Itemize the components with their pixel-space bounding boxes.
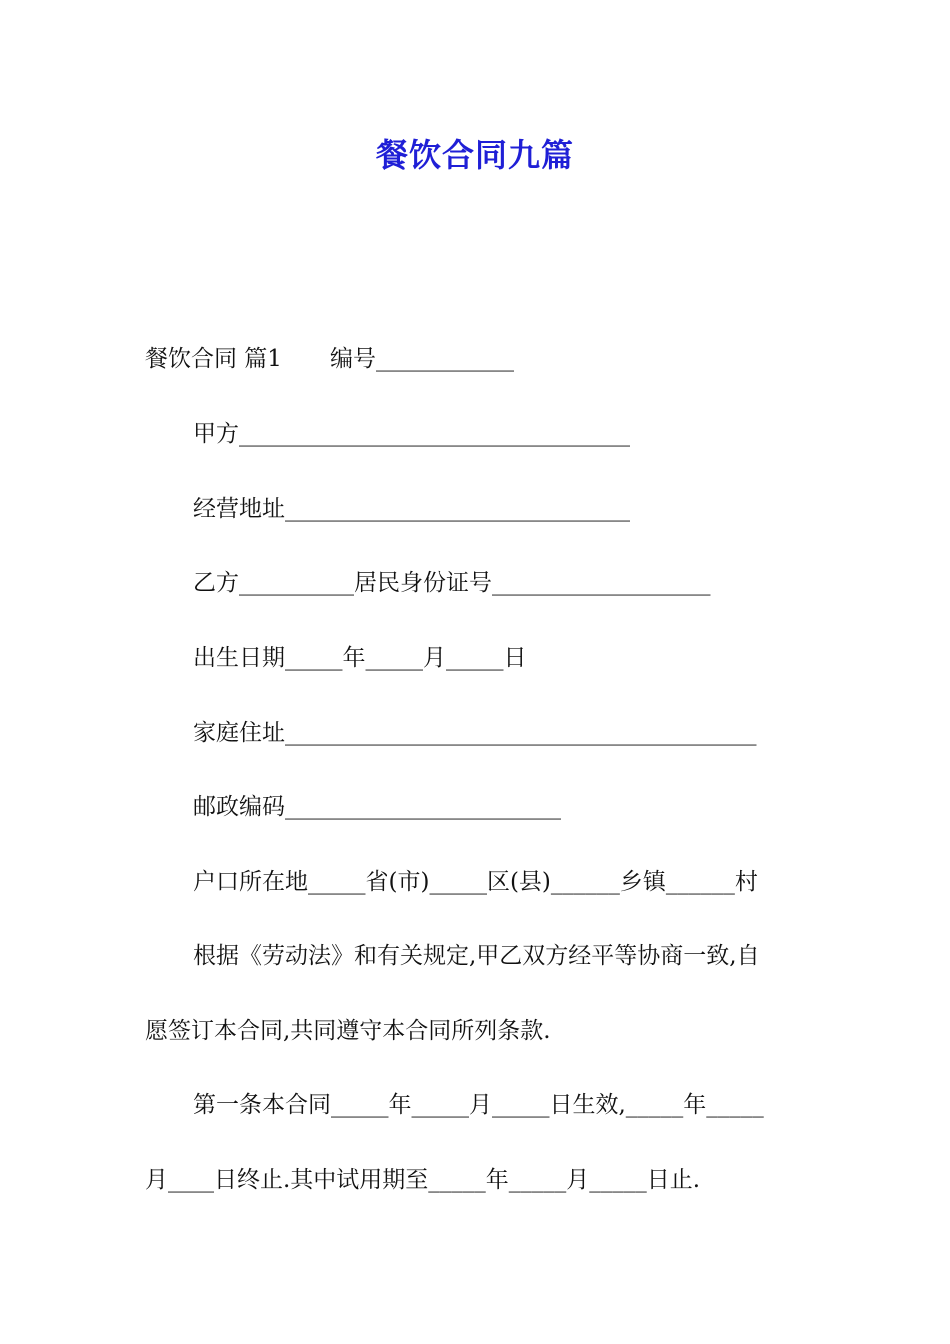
preamble-line-1: 根据《劳动法》和有关规定,甲乙双方经平等协商一致,自: [193, 943, 760, 969]
business-address-field: 经营地址______________________________: [193, 496, 630, 522]
party-a-field: 甲方__________________________________: [193, 421, 630, 447]
contract-number-label: 编号: [329, 346, 376, 372]
document-title: 餐饮合同九篇: [375, 136, 574, 174]
preamble-line-2: 愿签订本合同,共同遵守本合同所列条款.: [145, 1018, 551, 1044]
postcode-field: 邮政编码________________________: [193, 794, 561, 820]
birth-date-field: 出生日期_____年_____月_____日: [193, 645, 527, 671]
article-1-line-1: 第一条本合同_____年_____月_____日生效,_____年_____: [193, 1092, 764, 1118]
party-b-field: 乙方__________居民身份证号___________________: [193, 570, 711, 596]
home-address-field: 家庭住址_________________________________________: [193, 720, 757, 746]
contract-header-line: [145, 344, 514, 374]
article-1-line-2: 月____日终止.其中试用期至_____年_____月_____日止.: [145, 1167, 701, 1193]
contract-part-label: 餐饮合同 篇1: [145, 346, 282, 372]
hukou-field: 户口所在地_____省(市)_____区(县)______乡镇______村: [193, 869, 758, 895]
contract-number-blank: ____________: [375, 346, 514, 372]
